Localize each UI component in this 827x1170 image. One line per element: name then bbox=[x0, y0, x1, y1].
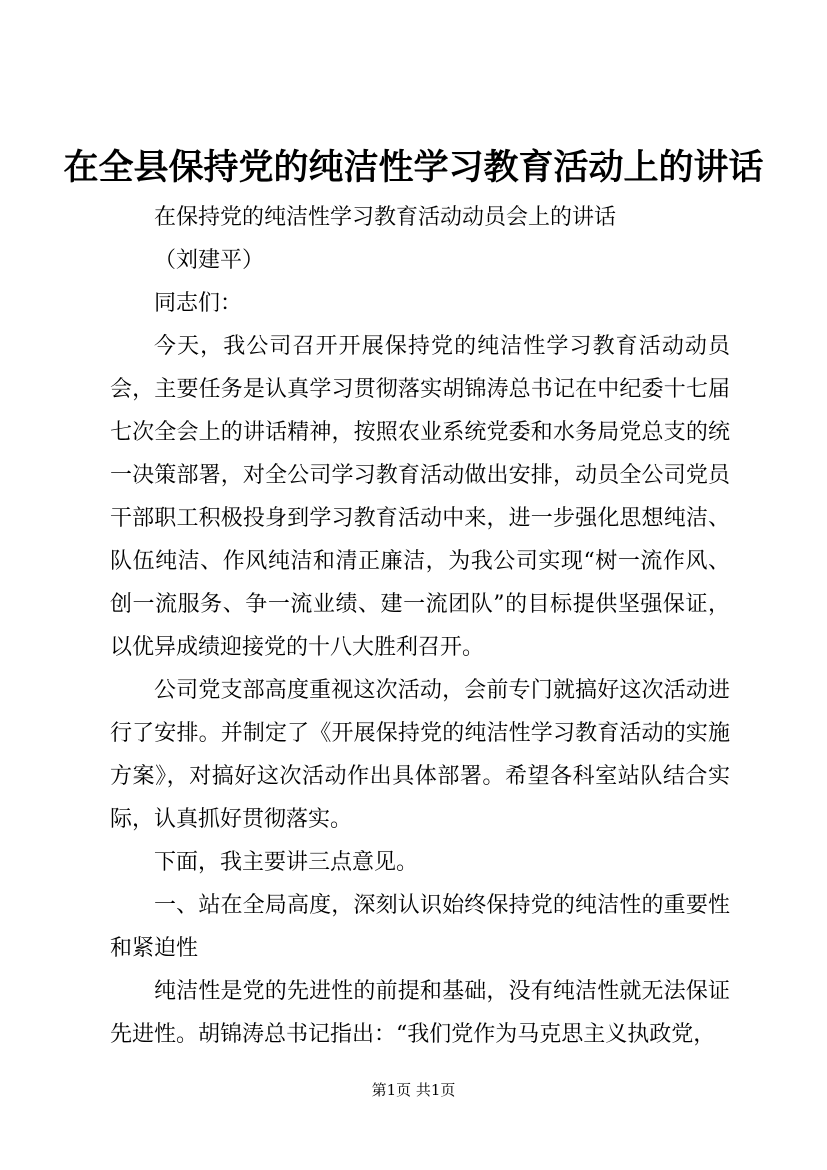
document-title: 在全县保持党的纯洁性学习教育活动上的讲话 bbox=[63, 147, 764, 188]
paragraph: 公司党支部高度重视这次活动，会前专门就搞好这次活动进行了安排。并制定了《开展保持党的纯洁性学习教育活动的实施方案》，对搞好这次活动作出具体部署。希望各科室站队结合实际，认真抓好贯彻落实。 bbox=[110, 678, 730, 832]
author-line: （刘建平） bbox=[154, 248, 265, 273]
paragraph: 今天，我公司召开开展保持党的纯洁性学习教育活动动员会，主要任务是认真学习贯彻落实胡锦涛总书记在中纪委十七届七次全会上的讲话精神，按照农业系统党委和水务局党总支的统一决策部署，对全公司学习教育活动做出安排，动员全公司党员干部职工积极投身到学习教育活动中来，进一步强化思想纯洁、队伍纯洁、作风纯洁和清正廉洁，为我公司实现“树一流作风、创一流服务、争一流业绩、建一流团队”的目标提供坚强保证，以优异成绩迎接党的十八大胜利召开。 bbox=[110, 334, 730, 660]
paragraph: 下面，我主要讲三点意见。 bbox=[154, 850, 419, 875]
page-footer: 第1页 共1页 bbox=[371, 1081, 456, 1099]
subtitle: 在保持党的纯洁性学习教育活动动员会上的讲话 bbox=[154, 205, 617, 230]
paragraph: 纯洁性是党的先进性的前提和基础，没有纯洁性就无法保证先进性。胡锦涛总书记指出：“我们党作为马克思主义执政党， bbox=[110, 979, 730, 1047]
document-body bbox=[110, 196, 730, 1056]
section-heading: 一、站在全局高度，深刻认识始终保持党的纯洁性的重要性和紧迫性 bbox=[110, 893, 730, 961]
salutation: 同志们： bbox=[154, 291, 243, 316]
